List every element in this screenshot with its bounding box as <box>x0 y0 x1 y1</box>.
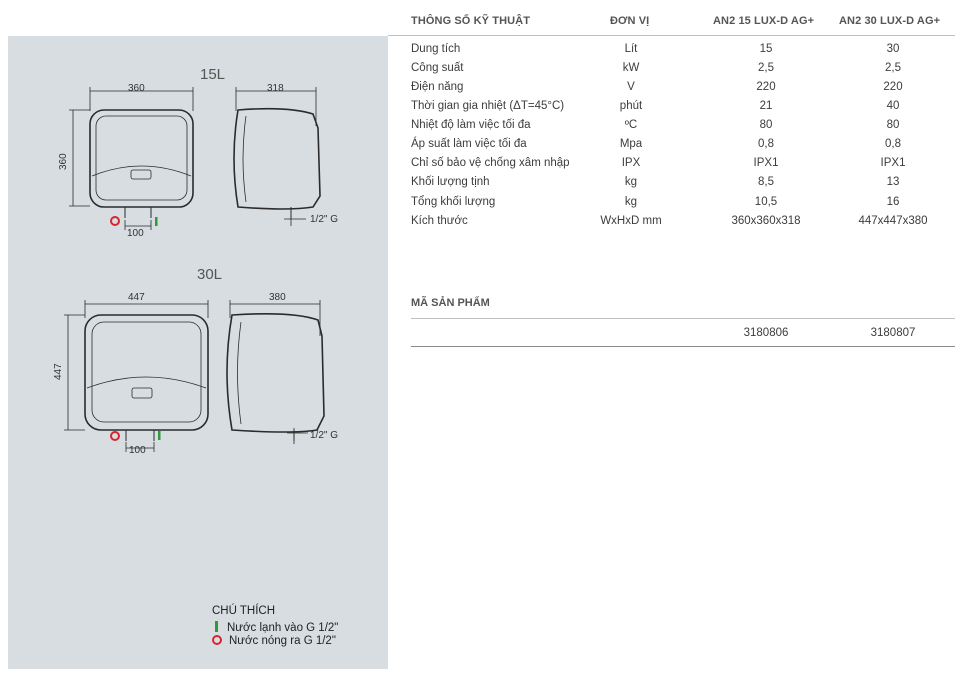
cold-water-icon <box>215 621 218 632</box>
spec-unit: Mpa <box>619 138 643 150</box>
header-unit: ĐƠN VỊ <box>610 15 650 27</box>
spec-value-model1: 220 <box>756 81 776 93</box>
spec-name: Kích thước <box>411 215 468 227</box>
spec-unit: Lít <box>624 43 638 55</box>
spec-value-model1: 15 <box>759 43 773 55</box>
cold-inlet-marker-15l <box>155 217 158 226</box>
spec-value-model2: 40 <box>886 100 900 112</box>
spec-value-model1: 0,8 <box>758 138 774 150</box>
spec-value-model1: 21 <box>759 100 773 112</box>
hot-water-icon <box>212 635 222 645</box>
spec-name: Dung tích <box>411 43 461 55</box>
thread-label-15l: 1/2" G <box>310 214 339 225</box>
hot-outlet-marker-15l <box>111 217 119 225</box>
height-dim-30l: 447 <box>53 363 64 380</box>
spec-value-model2: 0,8 <box>885 138 901 150</box>
spec-value-model1: 2,5 <box>758 62 774 74</box>
spec-unit: phút <box>619 100 643 112</box>
spec-value-model2: 2,5 <box>885 62 901 74</box>
spec-row <box>411 60 955 79</box>
legend-title: CHÚ THÍCH <box>212 605 276 617</box>
spec-row <box>411 117 955 136</box>
capacity-label-15l: 15L <box>200 66 226 83</box>
width-dim-15l: 360 <box>128 83 145 94</box>
spec-value-model1: 80 <box>759 119 773 131</box>
spec-value-model2: IPX1 <box>880 157 906 169</box>
spec-name: Thời gian gia nhiệt (ΔT=45°C) <box>411 100 565 112</box>
spec-unit: kg <box>624 176 638 188</box>
spec-unit: IPX <box>621 157 641 169</box>
spec-name: Khối lượng tịnh <box>411 176 490 188</box>
spec-value-model1: 360x360x318 <box>731 215 801 227</box>
product-code-model1: 3180806 <box>743 327 789 339</box>
spec-row <box>411 98 955 117</box>
capacity-label-30l: 30L <box>197 266 223 283</box>
dimension-drawing-panel <box>8 36 388 669</box>
spec-value-model2: 16 <box>886 196 900 208</box>
spec-value-model1: IPX1 <box>753 157 779 169</box>
spec-unit: kW <box>622 62 640 74</box>
spec-value-model1: 8,5 <box>758 176 774 188</box>
spec-row <box>411 174 955 193</box>
header-spacer <box>8 8 388 36</box>
hot-outlet-marker-30l <box>111 432 119 440</box>
spec-row <box>411 41 955 60</box>
spec-value-model2: 80 <box>886 119 900 131</box>
spec-unit: kg <box>624 196 638 208</box>
pipe-gap-dim-15l: 100 <box>127 228 144 239</box>
spec-name: Tổng khối lượng <box>411 196 496 208</box>
header-spec: THÔNG SỐ KỸ THUẬT <box>411 15 531 27</box>
product-code-divider-top <box>411 318 955 319</box>
height-dim-15l: 360 <box>58 153 69 170</box>
spec-name: Chỉ số bảo vệ chống xâm nhập <box>411 157 570 169</box>
spec-unit: V <box>627 81 635 93</box>
cold-inlet-marker-30l <box>158 431 161 440</box>
spec-value-model1: 10,5 <box>754 196 778 208</box>
product-code-title: MÃ SẢN PHẨM <box>411 297 490 309</box>
pipe-gap-dim-30l: 100 <box>129 445 146 456</box>
spec-row <box>411 79 955 98</box>
legend-cold <box>212 621 338 634</box>
spec-table-header <box>388 8 955 36</box>
spec-value-model2: 13 <box>886 176 900 188</box>
spec-name: Công suất <box>411 62 464 74</box>
width-dim-30l: 447 <box>128 292 145 303</box>
legend-hot <box>212 635 336 647</box>
dimension-drawings <box>8 36 388 669</box>
spec-value-model2: 447x447x380 <box>858 215 928 227</box>
product-code-divider-bottom <box>411 346 955 347</box>
spec-unit: ºC <box>624 119 638 131</box>
product-code-model2: 3180807 <box>870 327 916 339</box>
depth-dim-15l: 318 <box>267 83 284 94</box>
header-model1: AN2 15 LUX-D AG+ <box>713 15 815 27</box>
spec-name: Nhiệt độ làm việc tối đa <box>411 119 531 131</box>
spec-value-model2: 220 <box>883 81 903 93</box>
header-model2: AN2 30 LUX-D AG+ <box>839 15 941 27</box>
spec-name: Áp suất làm việc tối đa <box>411 138 527 150</box>
legend-hot-label: Nước nóng ra G 1/2" <box>229 635 336 647</box>
spec-row <box>411 155 955 174</box>
spec-row <box>411 136 955 155</box>
spec-name: Điện năng <box>411 81 464 93</box>
depth-dim-30l: 380 <box>269 292 286 303</box>
spec-value-model2: 30 <box>886 43 900 55</box>
thread-label-30l: 1/2" G <box>310 430 339 441</box>
spec-row <box>411 213 955 232</box>
legend-cold-label: Nước lạnh vào G 1/2" <box>227 622 339 634</box>
spec-unit: WxHxD mm <box>600 215 662 227</box>
spec-row <box>411 194 955 213</box>
